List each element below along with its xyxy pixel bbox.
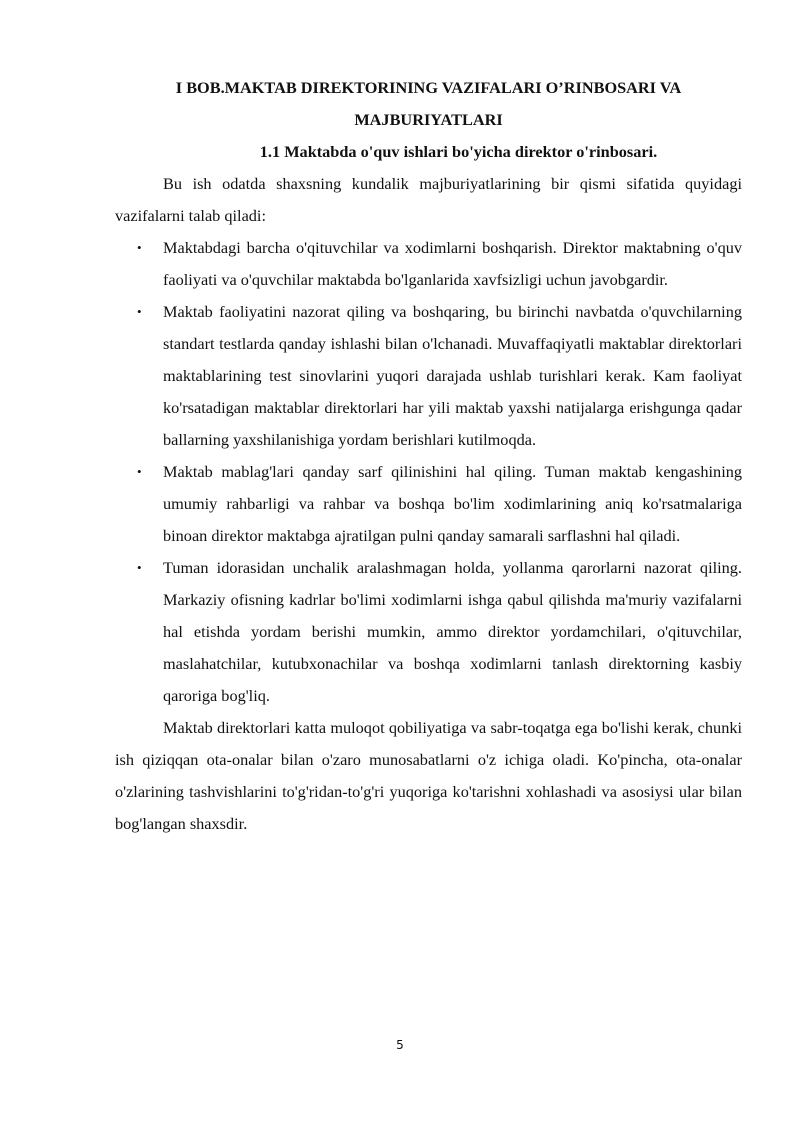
bullet-icon: •: [137, 240, 142, 255]
page-number: 5: [396, 1038, 404, 1052]
list-item: [115, 296, 742, 456]
closing-paragraph: Maktab direktorlari katta muloqot qobiliyatiga va sabr-toqatga ega bo'lishi kerak, chunki ish qiziqqan ota-onalar bilan o'zaro munosabatlarni o'z ichiga oladi. Ko'pincha, ota-onalar o'zlarining tashvishlarini to'g'ridan-to'g'ri yuqoriga ko'tarishni xohlashadi va asosiysi ular bilan bog'langan shaxsdir.: [115, 718, 742, 833]
section-title: 1.1 Maktabda o'quv ishlari bo'yicha direktor o'rinbosari.: [259, 142, 658, 161]
list-item-text: Maktab mablag'lari qanday sarf qilinishini hal qiling. Tuman maktab kengashining umumiy rahbarligi va rahbar va boshqa bo'lim xodimlarining aniq ko'rsatmalariga binoan direktor maktabga ajratilgan pulni qanday samarali sarflashni hal qiladi.: [163, 462, 742, 545]
page-content: [115, 72, 742, 840]
duties-list: [115, 232, 742, 712]
list-item-text: Maktabdagi barcha o'qituvchilar va xodimlarni boshqarish. Direktor maktabning o'quv faoliyati va o'quvchilar maktabda bo'lganlarida xavfsizligi uchun javobgardir.: [163, 238, 742, 289]
list-item-text: Tuman idorasidan unchalik aralashmagan holda, yollanma qarorlarni nazorat qiling. Markaziy ofisning kadrlar bo'limi xodimlarni ishga qabul qilishda ma'muriy vazifalarni hal etishda yordam berishi mumkin, ammo direktor yordamchilari, o'qituvchilar, maslahatchilar, kutubxonachilar va boshqa xodimlarni tanlash direktorning kasbiy qaroriga bog'liq.: [163, 558, 742, 705]
bullet-icon: •: [137, 464, 142, 479]
list-item: [115, 456, 742, 552]
bullet-icon: •: [137, 304, 142, 319]
intro-paragraph: Bu ish odatda shaxsning kundalik majburiyatlarining bir qismi sifatida quyidagi vazifalarni talab qiladi:: [115, 174, 742, 225]
list-item: [115, 552, 742, 712]
list-item-text: Maktab faoliyatini nazorat qiling va boshqaring, bu birinchi navbatda o'quvchilarning standart testlarda qanday ishlashi bilan o'lchanadi. Muvaffaqiyatli maktablar direktorlari maktablarining test sinovlarini yuqori darajada ushlab turishlari kerak. Kam faoliyat ko'rsatadigan maktablar direktorlari har yili maktab yaxshi natijalarga erishgunga qadar ballarning yaxshilanishiga yordam berishlari kutilmoqda.: [163, 302, 742, 449]
bullet-icon: •: [137, 560, 142, 575]
list-item: [115, 232, 742, 296]
chapter-title: I BOB.MAKTAB DIREKTORINING VAZIFALARI O’RINBOSARI VA MAJBURIYATLARI: [175, 78, 682, 129]
